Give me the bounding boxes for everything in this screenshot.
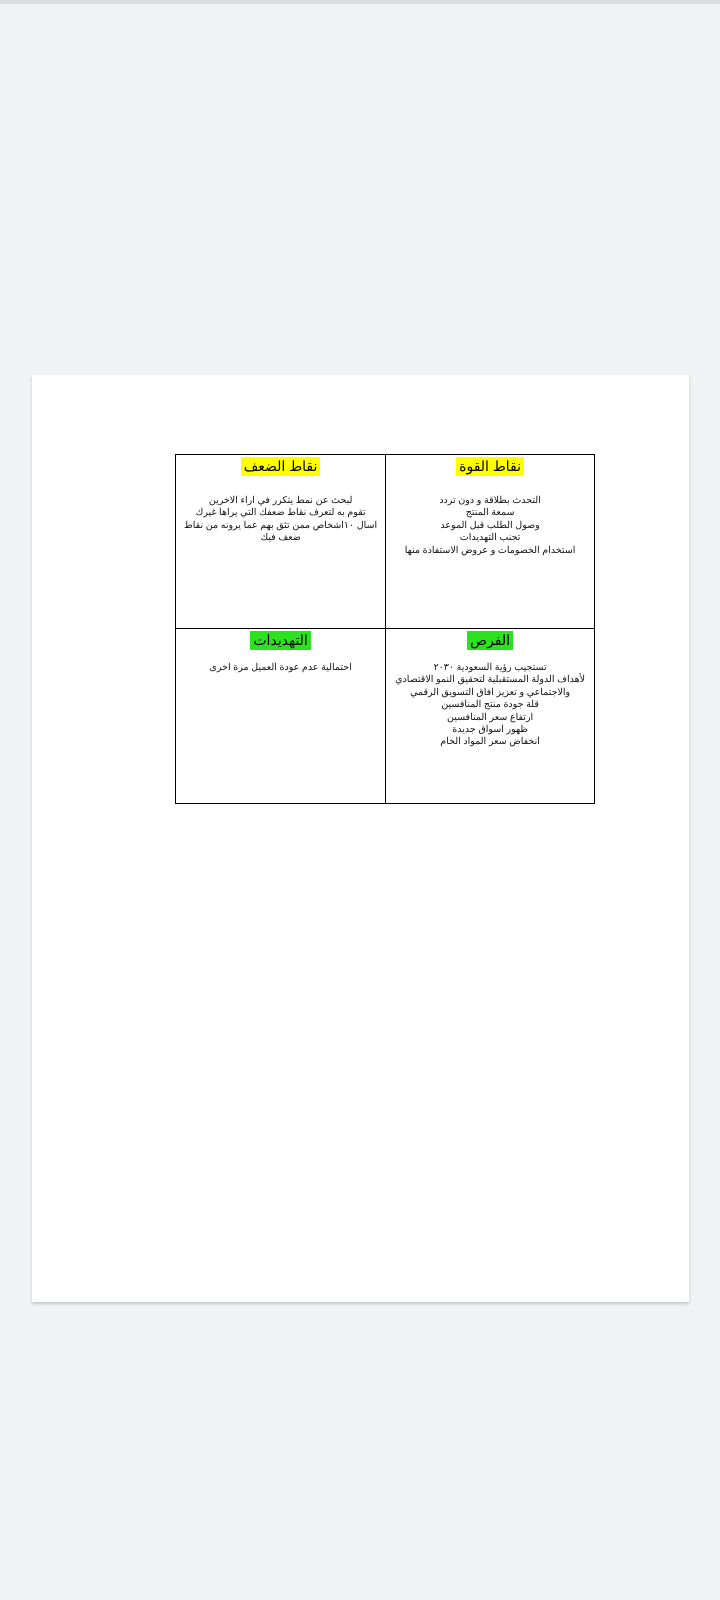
- opportunities-text: [386, 662, 594, 749]
- opportunities-line: ارتفاع سعر المنافسين: [446, 711, 534, 723]
- opportunities-line: تستجيب رؤية السعودية ٢٠٣٠: [433, 662, 547, 673]
- weaknesses-cell: [176, 455, 386, 629]
- strengths-line: استخدام الخصومات و عروض الاستفادة منها: [404, 544, 576, 556]
- weaknesses-line: اسال ١٠اشخاص ممن تثق بهم عما يرونه من نقاط: [184, 519, 378, 531]
- opportunities-line: انخفاض سعر المواد الخام: [440, 736, 540, 748]
- weaknesses-line: لبحث عن نمط يتكرر في اراء الاخرين: [208, 495, 353, 506]
- strengths-line: وصول الطلب قبل الموعد: [440, 519, 540, 531]
- swot-table: [175, 454, 595, 804]
- opportunities-line: قلة جودة منتج المنافسين: [441, 699, 539, 711]
- threats-cell: [176, 629, 386, 803]
- opportunities-line: ظهور اسواق جديدة: [452, 724, 528, 736]
- strengths-cell: [386, 455, 594, 629]
- opportunities-cell: [386, 629, 594, 803]
- viewer-top-bar: [0, 0, 720, 4]
- strengths-heading: نقاط القوة: [456, 457, 524, 476]
- strengths-line: التحدث بطلاقة و دون تردد: [439, 495, 541, 506]
- weaknesses-line: تقوم به لتعرف نقاط ضعفك التي يراها غيرك: [195, 507, 366, 519]
- threats-heading: التهديدات: [250, 631, 311, 650]
- threats-line: احتمالية عدم عودة العميل مرة اخرى: [209, 662, 352, 673]
- weaknesses-text: [176, 495, 385, 545]
- weaknesses-heading: نقاط الضعف: [241, 457, 321, 476]
- strengths-text: [386, 495, 594, 557]
- opportunities-line: لأهداف الدولة المستقبلية لتحقيق النمو الاقتصادي: [395, 674, 586, 686]
- strengths-line: تجنب التهديدات: [459, 532, 521, 544]
- weaknesses-line: ضعف فيك: [260, 532, 301, 544]
- opportunities-heading: الفرص: [467, 631, 513, 650]
- threats-text: [176, 662, 385, 674]
- strengths-line: سمعة المنتج: [465, 507, 515, 519]
- document-page: [32, 375, 689, 1302]
- opportunities-line: والاجتماعي و تعزيز افاق التسويق الرقمي: [410, 686, 571, 698]
